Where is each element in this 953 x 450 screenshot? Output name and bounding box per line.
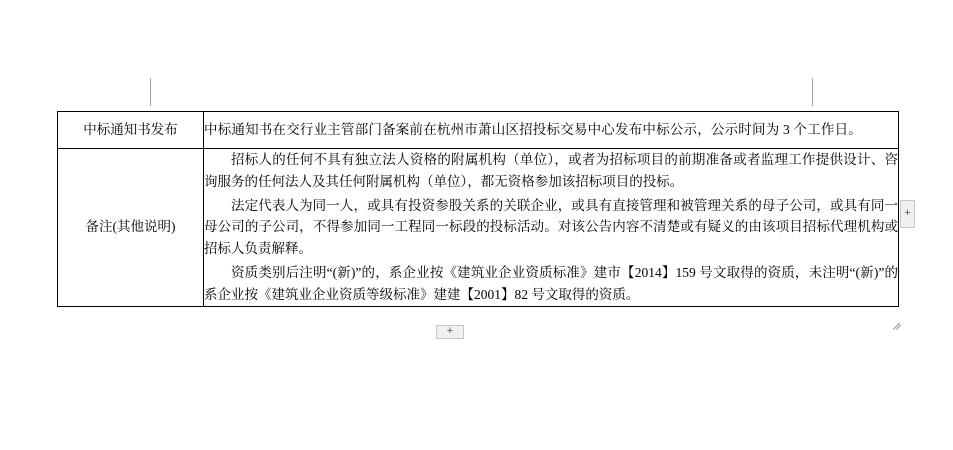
- document-table: [57, 111, 899, 307]
- page-right-edge: [938, 0, 953, 450]
- insert-row-handle[interactable]: +: [436, 325, 464, 339]
- margin-guide-right: [812, 78, 813, 106]
- paragraph: 资质类别后注明“(新)”的，系企业按《建筑业企业资质标准》建市【2014】159 号文取得的资质，未注明“(新)”的系企业按《建筑业企业资质等级标准》建建【2001】82 号文取得的资质。: [204, 265, 898, 303]
- table-row: [58, 148, 899, 306]
- margin-guide-left: [150, 78, 151, 106]
- paragraph: 法定代表人为同一人，或具有投资参股关系的关联企业，或具有直接管理和被管理关系的母子公司，或具有同一母公司的子公司，不得参加同一工程同一标段的投标活动。对该公告内容不清楚或有疑义的由该项目招标代理机构或招标人负责解释。: [204, 197, 898, 257]
- table-row-content: [204, 112, 899, 149]
- table-row-label: 中标通知书发布: [58, 112, 204, 149]
- paragraph: 招标人的任何不具有独立法人资格的附属机构（单位），或者为招标项目的前期准备或者监理工作提供设计、咨询服务的任何法人及其任何附属机构（单位），都无资格参加该招标项目的投标。: [204, 151, 898, 189]
- table-row-content: [204, 148, 899, 306]
- table-row: [58, 112, 899, 149]
- table-row-label: 备注(其他说明): [58, 148, 204, 306]
- insert-column-handle[interactable]: +: [900, 200, 915, 228]
- resize-grip-icon[interactable]: [893, 321, 903, 331]
- paragraph: 中标通知书在交行业主管部门备案前在杭州市萧山区招投标交易中心发布中标公示，公示时间为 3 个工作日。: [204, 122, 862, 137]
